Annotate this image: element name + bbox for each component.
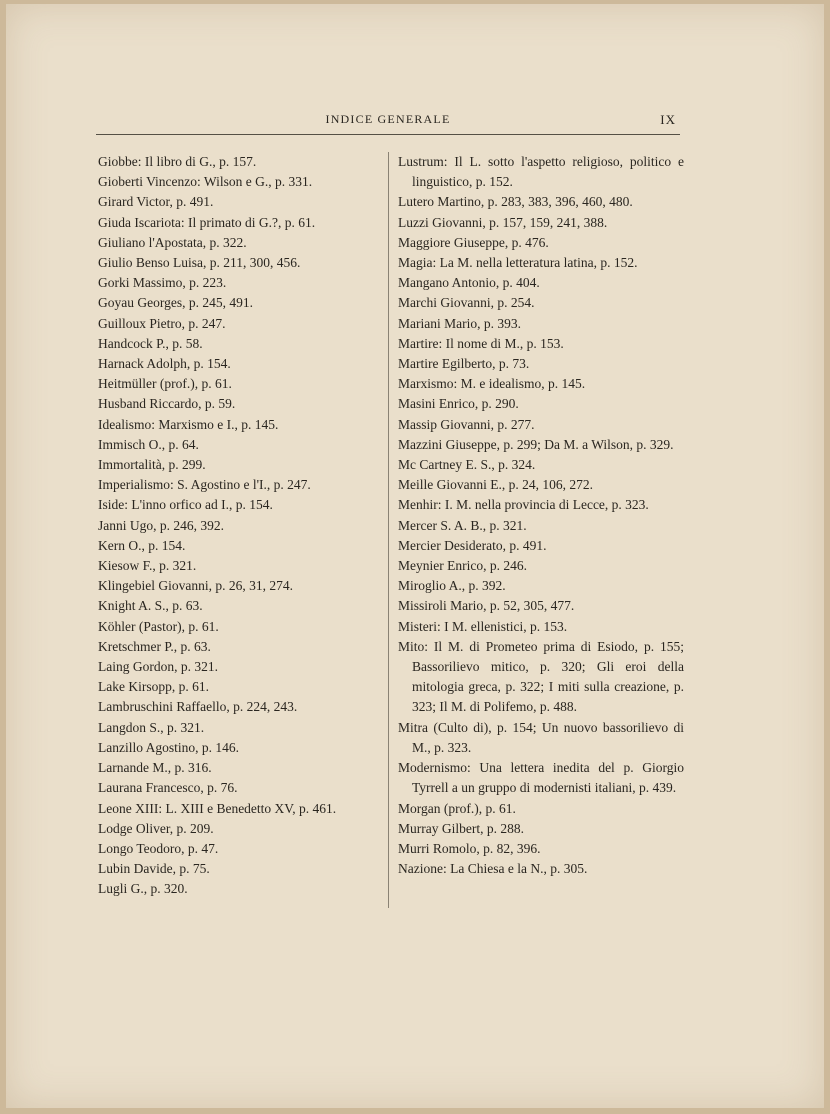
index-entry: Larnande M., p. 316. [98, 760, 212, 776]
index-entry: Immortalità, p. 299. [98, 457, 206, 473]
index-entry: Misteri: I M. ellenistici, p. 153. [398, 618, 568, 634]
index-entry: Mangano Antonio, p. 404. [398, 275, 540, 291]
index-entry: Mariani Mario, p. 393. [398, 315, 521, 331]
index-entry: Gorki Massimo, p. 223. [98, 275, 227, 291]
index-entry: Marchi Giovanni, p. 254. [398, 295, 535, 311]
index-entry: Menhir: I. M. nella provincia di Lecce, p. 323. [398, 497, 649, 513]
index-entry: Missiroli Mario, p. 52, 305, 477. [398, 598, 575, 614]
index-entry: Luzzi Giovanni, p. 157, 159, 241, 388. [398, 214, 608, 230]
index-entry: Mitra (Culto di), p. 154; Un nuovo bassorilievo di M., p. 323. [398, 719, 684, 755]
index-entry: Guilloux Pietro, p. 247. [98, 315, 226, 331]
index-entry: Girard Victor, p. 491. [98, 194, 214, 210]
index-entry: Marxismo: M. e idealismo, p. 145. [398, 376, 586, 392]
index-entry: Mazzini Giuseppe, p. 299; Da M. a Wilson, p. 329. [398, 436, 674, 452]
index-entry: Mc Cartney E. S., p. 324. [398, 457, 536, 473]
index-entry: Immisch O., p. 64. [98, 436, 199, 452]
index-column-left [98, 152, 382, 900]
index-entry: Imperialismo: S. Agostino e l'I., p. 247. [98, 477, 311, 493]
index-entry: Miroglio A., p. 392. [398, 578, 506, 594]
index-entry: Morgan (prof.), p. 61. [398, 800, 516, 816]
header-title: INDICE GENERALE [325, 112, 451, 126]
index-entry: Massip Giovanni, p. 277. [398, 416, 535, 432]
index-entry: Mito: Il M. di Prometeo prima di Esiodo, p. 155; Bassorilievo mitico, p. 320; Gli eroi della mitologia greca, p. 322; I miti sulla creazione, p. 323; Il M. di Polifemo, p. 488. [398, 638, 684, 715]
index-entry: Laing Gordon, p. 321. [98, 659, 218, 675]
index-entry: Goyau Georges, p. 245, 491. [98, 295, 253, 311]
index-entry: Lodge Oliver, p. 209. [98, 820, 214, 836]
index-entry: Lanzillo Agostino, p. 146. [98, 739, 239, 755]
index-entry: Handcock P., p. 58. [98, 335, 203, 351]
index-entry: Murray Gilbert, p. 288. [398, 820, 524, 836]
index-entry: Martire: Il nome di M., p. 153. [398, 335, 564, 351]
index-entry: Murri Romolo, p. 82, 396. [398, 840, 541, 856]
index-entry: Harnack Adolph, p. 154. [98, 356, 231, 372]
index-entry: Idealismo: Marxismo e I., p. 145. [98, 416, 279, 432]
index-entry: Maggiore Giuseppe, p. 476. [398, 234, 549, 250]
index-entry: Gioberti Vincenzo: Wilson e G., p. 331. [98, 174, 313, 190]
index-entry: Lutero Martino, p. 283, 383, 396, 460, 480. [398, 194, 633, 210]
index-entry: Laurana Francesco, p. 76. [98, 780, 238, 796]
index-entry: Husband Riccardo, p. 59. [98, 396, 236, 412]
running-header [96, 112, 680, 135]
index-entry: Giuliano l'Apostata, p. 322. [98, 234, 247, 250]
index-entry: Iside: L'inno orfico ad I., p. 154. [98, 497, 273, 513]
index-entry: Lambruschini Raffaello, p. 224, 243. [98, 699, 298, 715]
index-column-right [398, 152, 684, 879]
index-entry: Lubin Davide, p. 75. [98, 861, 210, 877]
index-entry: Masini Enrico, p. 290. [398, 396, 519, 412]
index-entry: Lustrum: Il L. sotto l'aspetto religioso, politico e linguistico, p. 152. [398, 154, 684, 190]
index-entry: Mercer S. A. B., p. 321. [398, 517, 527, 533]
column-divider [388, 152, 389, 908]
index-entry: Lake Kirsopp, p. 61. [98, 679, 209, 695]
index-entry: Giulio Benso Luisa, p. 211, 300, 456. [98, 255, 301, 271]
index-entry: Knight A. S., p. 63. [98, 598, 203, 614]
index-entry: Modernismo: Una lettera inedita del p. Giorgio Tyrrell a un gruppo di modernisti italiani, p. 439. [398, 760, 684, 796]
index-entry: Longo Teodoro, p. 47. [98, 840, 219, 856]
index-entry: Köhler (Pastor), p. 61. [98, 618, 219, 634]
index-entry: Janni Ugo, p. 246, 392. [98, 517, 224, 533]
index-entry: Martire Egilberto, p. 73. [398, 356, 530, 372]
index-entry: Meynier Enrico, p. 246. [398, 558, 527, 574]
index-entry: Kern O., p. 154. [98, 537, 186, 553]
index-entry: Heitmüller (prof.), p. 61. [98, 376, 232, 392]
page-number: IX [660, 112, 676, 127]
index-entry: Meille Giovanni E., p. 24, 106, 272. [398, 477, 593, 493]
index-entry: Magia: La M. nella letteratura latina, p. 152. [398, 255, 638, 271]
index-entry: Kretschmer P., p. 63. [98, 638, 211, 654]
index-entry: Langdon S., p. 321. [98, 719, 205, 735]
index-entry: Mercier Desiderato, p. 491. [398, 537, 547, 553]
index-entry: Kiesow F., p. 321. [98, 558, 197, 574]
index-entry: Lugli G., p. 320. [98, 881, 188, 897]
index-entry: Nazione: La Chiesa e la N., p. 305. [398, 861, 588, 877]
index-entry: Giuda Iscariota: Il primato di G.?, p. 61. [98, 214, 316, 230]
index-entry: Klingebiel Giovanni, p. 26, 31, 274. [98, 578, 293, 594]
index-entry: Giobbe: Il libro di G., p. 157. [98, 154, 257, 169]
index-entry: Leone XIII: L. XIII e Benedetto XV, p. 461. [98, 800, 337, 816]
